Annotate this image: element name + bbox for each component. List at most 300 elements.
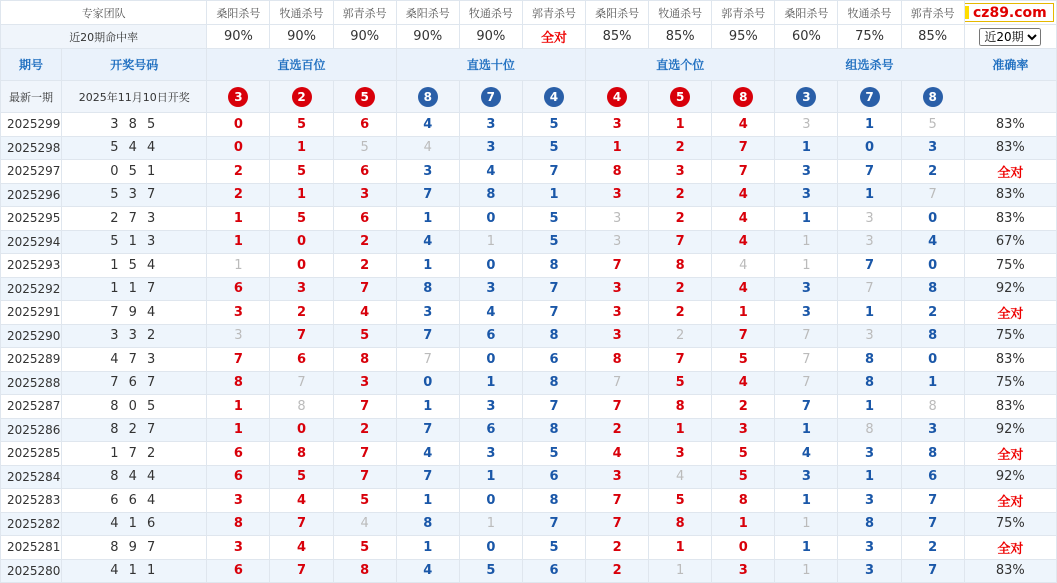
kill-number: 2 bbox=[270, 301, 333, 325]
kill-number: 7 bbox=[586, 254, 649, 278]
kill-number: 3 bbox=[586, 113, 649, 137]
table-row bbox=[1, 418, 1057, 442]
kill-number: 4 bbox=[459, 160, 522, 184]
kill-number: 5 bbox=[712, 465, 775, 489]
kill-number: 5 bbox=[333, 324, 396, 348]
table-row bbox=[1, 183, 1057, 207]
kill-number: 2 bbox=[333, 418, 396, 442]
kill-number: 7 bbox=[838, 254, 901, 278]
kill-number: 7 bbox=[712, 160, 775, 184]
kill-number: 4 bbox=[712, 207, 775, 231]
kill-number: 3 bbox=[459, 113, 522, 137]
kill-number: 1 bbox=[459, 371, 522, 395]
kill-number: 1 bbox=[649, 536, 712, 560]
kill-number: 3 bbox=[775, 183, 838, 207]
kill-number: 8 bbox=[712, 489, 775, 513]
accuracy-value: 83% bbox=[964, 395, 1056, 419]
kill-number: 4 bbox=[270, 536, 333, 560]
kill-number: 6 bbox=[459, 418, 522, 442]
kill-number: 7 bbox=[838, 277, 901, 301]
kill-number: 4 bbox=[396, 442, 459, 466]
kill-number: 6 bbox=[901, 465, 964, 489]
kill-number: 7 bbox=[333, 395, 396, 419]
draw-numbers: 8 4 4 bbox=[62, 465, 207, 489]
kill-number: 6 bbox=[207, 465, 270, 489]
latest-ball-cell bbox=[649, 81, 712, 113]
kill-number: 1 bbox=[207, 395, 270, 419]
kill-number: 8 bbox=[901, 324, 964, 348]
hit-rate: 90% bbox=[270, 25, 333, 49]
kill-number: 3 bbox=[838, 489, 901, 513]
draw-numbers: 3 3 2 bbox=[62, 324, 207, 348]
kill-number: 0 bbox=[459, 254, 522, 278]
kill-number: 3 bbox=[838, 324, 901, 348]
kill-number: 0 bbox=[207, 136, 270, 160]
expert-name: 桑阳杀号 bbox=[207, 1, 270, 25]
kill-number: 0 bbox=[459, 536, 522, 560]
draw-numbers: 5 4 4 bbox=[62, 136, 207, 160]
kill-number: 5 bbox=[522, 536, 585, 560]
kill-number: 3 bbox=[586, 183, 649, 207]
kill-number: 5 bbox=[522, 442, 585, 466]
kill-number: 5 bbox=[712, 348, 775, 372]
kill-number: 8 bbox=[207, 512, 270, 536]
kill-number: 2 bbox=[207, 183, 270, 207]
kill-number: 3 bbox=[396, 160, 459, 184]
kill-number: 0 bbox=[459, 348, 522, 372]
kill-number: 0 bbox=[396, 371, 459, 395]
kill-number: 3 bbox=[649, 160, 712, 184]
kill-number: 1 bbox=[775, 489, 838, 513]
kill-number: 6 bbox=[207, 559, 270, 583]
kill-number: 3 bbox=[775, 113, 838, 137]
kill-number: 0 bbox=[901, 207, 964, 231]
kill-number: 7 bbox=[775, 371, 838, 395]
kill-number: 0 bbox=[459, 207, 522, 231]
accuracy-value: 全对 bbox=[964, 160, 1056, 184]
kill-number: 2 bbox=[901, 160, 964, 184]
draw-numbers: 5 1 3 bbox=[62, 230, 207, 254]
draw-numbers: 8 0 5 bbox=[62, 395, 207, 419]
kill-number: 0 bbox=[207, 113, 270, 137]
kill-number: 7 bbox=[775, 348, 838, 372]
kill-number: 2 bbox=[586, 418, 649, 442]
draw-numbers: 4 1 6 bbox=[62, 512, 207, 536]
number-ball: 8 bbox=[923, 87, 943, 107]
expert-name: 郭青杀号 bbox=[712, 1, 775, 25]
kill-number: 2 bbox=[649, 324, 712, 348]
kill-number: 6 bbox=[270, 348, 333, 372]
kill-number: 7 bbox=[586, 489, 649, 513]
number-ball: 5 bbox=[670, 87, 690, 107]
kill-number: 7 bbox=[586, 395, 649, 419]
kill-number: 8 bbox=[270, 395, 333, 419]
kill-number: 2 bbox=[586, 536, 649, 560]
kill-number: 5 bbox=[522, 113, 585, 137]
kill-number: 4 bbox=[649, 465, 712, 489]
kill-number: 7 bbox=[396, 418, 459, 442]
kill-number: 1 bbox=[396, 207, 459, 231]
kill-number: 7 bbox=[901, 559, 964, 583]
kill-number: 4 bbox=[396, 113, 459, 137]
latest-ball-cell bbox=[712, 81, 775, 113]
kill-number: 1 bbox=[775, 559, 838, 583]
kill-number: 4 bbox=[712, 254, 775, 278]
table-row bbox=[1, 277, 1057, 301]
issue-number: 2025283 bbox=[1, 489, 62, 513]
kill-number: 4 bbox=[333, 512, 396, 536]
latest-label: 最新一期 bbox=[1, 81, 62, 113]
logo-square-icon bbox=[964, 6, 969, 19]
kill-number: 1 bbox=[775, 207, 838, 231]
expert-name: 牧通杀号 bbox=[649, 1, 712, 25]
latest-ball-cell bbox=[586, 81, 649, 113]
table-row bbox=[1, 489, 1057, 513]
kill-number: 3 bbox=[838, 559, 901, 583]
kill-number: 5 bbox=[649, 371, 712, 395]
col-accuracy: 准确率 bbox=[964, 49, 1056, 81]
kill-number: 3 bbox=[838, 230, 901, 254]
site-logo[interactable] bbox=[964, 3, 1054, 22]
issue-number: 2025280 bbox=[1, 559, 62, 583]
kill-number: 1 bbox=[775, 254, 838, 278]
kill-number: 1 bbox=[207, 418, 270, 442]
kill-number: 1 bbox=[775, 536, 838, 560]
kill-number: 5 bbox=[522, 136, 585, 160]
kill-number: 7 bbox=[522, 512, 585, 536]
latest-ball-cell bbox=[459, 81, 522, 113]
kill-number: 4 bbox=[396, 230, 459, 254]
draw-numbers: 7 6 7 bbox=[62, 371, 207, 395]
kill-number: 8 bbox=[522, 489, 585, 513]
kill-number: 8 bbox=[901, 395, 964, 419]
kill-number: 7 bbox=[270, 559, 333, 583]
table-row bbox=[1, 465, 1057, 489]
kill-number: 8 bbox=[270, 442, 333, 466]
kill-number: 1 bbox=[838, 183, 901, 207]
kill-number: 0 bbox=[901, 348, 964, 372]
kill-number: 7 bbox=[270, 324, 333, 348]
kill-number: 7 bbox=[838, 160, 901, 184]
kill-number: 3 bbox=[207, 489, 270, 513]
logo-text: cz89.com bbox=[973, 4, 1047, 21]
kill-number: 8 bbox=[333, 559, 396, 583]
kill-number: 2 bbox=[649, 136, 712, 160]
kill-number: 7 bbox=[333, 465, 396, 489]
kill-number: 3 bbox=[586, 207, 649, 231]
kill-number: 3 bbox=[649, 442, 712, 466]
number-ball: 8 bbox=[418, 87, 438, 107]
accuracy-value: 92% bbox=[964, 277, 1056, 301]
kill-number: 4 bbox=[901, 230, 964, 254]
issue-number: 2025288 bbox=[1, 371, 62, 395]
kill-number: 8 bbox=[901, 442, 964, 466]
kill-number: 4 bbox=[712, 371, 775, 395]
kill-number: 0 bbox=[270, 230, 333, 254]
col-draw: 开奖号码 bbox=[62, 49, 207, 81]
kill-number: 3 bbox=[333, 371, 396, 395]
kill-number: 3 bbox=[207, 301, 270, 325]
kill-number: 8 bbox=[396, 512, 459, 536]
issue-number: 2025296 bbox=[1, 183, 62, 207]
kill-number: 3 bbox=[333, 183, 396, 207]
kill-number: 1 bbox=[838, 465, 901, 489]
draw-numbers: 8 9 7 bbox=[62, 536, 207, 560]
kill-number: 3 bbox=[838, 207, 901, 231]
kill-number: 6 bbox=[207, 277, 270, 301]
issue-number: 2025287 bbox=[1, 395, 62, 419]
expert-name: 郭青杀号 bbox=[522, 1, 585, 25]
kill-number: 3 bbox=[270, 277, 333, 301]
issue-number: 2025286 bbox=[1, 418, 62, 442]
logo-cell bbox=[964, 1, 1056, 25]
kill-number: 1 bbox=[712, 512, 775, 536]
expert-name: 牧通杀号 bbox=[270, 1, 333, 25]
kill-number: 1 bbox=[396, 254, 459, 278]
rate-label: 近20期命中率 bbox=[1, 25, 207, 49]
latest-ball-cell bbox=[207, 81, 270, 113]
kill-number: 7 bbox=[522, 160, 585, 184]
kill-number: 1 bbox=[459, 230, 522, 254]
kill-number: 8 bbox=[522, 418, 585, 442]
kill-number: 1 bbox=[396, 536, 459, 560]
draw-numbers: 8 2 7 bbox=[62, 418, 207, 442]
kill-number: 2 bbox=[649, 277, 712, 301]
kill-number: 8 bbox=[522, 371, 585, 395]
kill-number: 5 bbox=[333, 136, 396, 160]
kill-number: 2 bbox=[649, 207, 712, 231]
draw-numbers: 1 7 2 bbox=[62, 442, 207, 466]
hit-rate: 90% bbox=[333, 25, 396, 49]
latest-date: 2025年11月10日开奖 bbox=[62, 81, 207, 113]
kill-number: 3 bbox=[396, 301, 459, 325]
kill-number: 5 bbox=[901, 113, 964, 137]
issue-number: 2025292 bbox=[1, 277, 62, 301]
accuracy-value: 83% bbox=[964, 183, 1056, 207]
kill-number: 7 bbox=[522, 301, 585, 325]
table-row bbox=[1, 512, 1057, 536]
kill-number: 3 bbox=[901, 136, 964, 160]
kill-number: 6 bbox=[333, 113, 396, 137]
kill-number: 0 bbox=[901, 254, 964, 278]
accuracy-value: 83% bbox=[964, 136, 1056, 160]
accuracy-value: 全对 bbox=[964, 301, 1056, 325]
issue-number: 2025285 bbox=[1, 442, 62, 466]
kill-number: 8 bbox=[838, 512, 901, 536]
kill-number: 7 bbox=[522, 395, 585, 419]
accuracy-value: 83% bbox=[964, 559, 1056, 583]
kill-number: 5 bbox=[270, 113, 333, 137]
kill-number: 1 bbox=[712, 301, 775, 325]
kill-number: 2 bbox=[649, 301, 712, 325]
kill-number: 1 bbox=[207, 230, 270, 254]
hit-rate: 85% bbox=[586, 25, 649, 49]
hit-rate: 全对 bbox=[522, 25, 585, 49]
accuracy-value: 全对 bbox=[964, 442, 1056, 466]
kill-number: 8 bbox=[522, 324, 585, 348]
kill-number: 7 bbox=[712, 324, 775, 348]
kill-number: 3 bbox=[459, 136, 522, 160]
latest-row bbox=[1, 81, 1057, 113]
issue-number: 2025293 bbox=[1, 254, 62, 278]
kill-number: 0 bbox=[838, 136, 901, 160]
number-ball: 3 bbox=[228, 87, 248, 107]
table-row bbox=[1, 230, 1057, 254]
expert-name: 桑阳杀号 bbox=[775, 1, 838, 25]
kill-number: 5 bbox=[649, 489, 712, 513]
kill-number: 7 bbox=[649, 348, 712, 372]
hit-rate: 95% bbox=[712, 25, 775, 49]
kill-number: 1 bbox=[775, 230, 838, 254]
kill-number: 8 bbox=[649, 254, 712, 278]
hit-rate-row bbox=[1, 25, 1057, 49]
kill-number: 7 bbox=[586, 512, 649, 536]
kill-number: 1 bbox=[901, 371, 964, 395]
latest-ball-cell bbox=[333, 81, 396, 113]
kill-number: 8 bbox=[333, 348, 396, 372]
kill-number: 5 bbox=[270, 160, 333, 184]
issue-number: 2025295 bbox=[1, 207, 62, 231]
kill-number: 1 bbox=[838, 113, 901, 137]
kill-number: 1 bbox=[459, 512, 522, 536]
kill-number: 8 bbox=[649, 395, 712, 419]
number-ball: 3 bbox=[796, 87, 816, 107]
accuracy-value: 全对 bbox=[964, 536, 1056, 560]
number-ball: 5 bbox=[355, 87, 375, 107]
kill-number: 6 bbox=[522, 559, 585, 583]
issue-number: 2025284 bbox=[1, 465, 62, 489]
latest-ball-cell bbox=[522, 81, 585, 113]
draw-numbers: 5 3 7 bbox=[62, 183, 207, 207]
kill-number: 6 bbox=[522, 465, 585, 489]
latest-ball-cell bbox=[396, 81, 459, 113]
kill-number: 3 bbox=[775, 160, 838, 184]
kill-number: 7 bbox=[522, 277, 585, 301]
kill-number: 8 bbox=[396, 277, 459, 301]
kill-number: 8 bbox=[649, 512, 712, 536]
kill-number: 1 bbox=[649, 559, 712, 583]
kill-number: 5 bbox=[270, 207, 333, 231]
draw-numbers: 3 8 5 bbox=[62, 113, 207, 137]
kill-number: 3 bbox=[775, 277, 838, 301]
kill-number: 5 bbox=[270, 465, 333, 489]
kill-number: 7 bbox=[396, 183, 459, 207]
kill-number: 1 bbox=[775, 136, 838, 160]
draw-numbers: 4 7 3 bbox=[62, 348, 207, 372]
issue-number: 2025290 bbox=[1, 324, 62, 348]
accuracy-value: 67% bbox=[964, 230, 1056, 254]
kill-number: 1 bbox=[649, 113, 712, 137]
kill-number: 6 bbox=[522, 348, 585, 372]
hit-rate: 60% bbox=[775, 25, 838, 49]
kill-number: 8 bbox=[522, 254, 585, 278]
table-row bbox=[1, 536, 1057, 560]
kill-number: 3 bbox=[838, 442, 901, 466]
kill-number: 1 bbox=[396, 395, 459, 419]
hit-rate: 90% bbox=[207, 25, 270, 49]
issue-number: 2025299 bbox=[1, 113, 62, 137]
kill-number: 2 bbox=[649, 183, 712, 207]
kill-number: 1 bbox=[586, 136, 649, 160]
kill-number: 4 bbox=[333, 301, 396, 325]
draw-numbers: 4 1 1 bbox=[62, 559, 207, 583]
kill-number: 3 bbox=[586, 301, 649, 325]
kill-number: 1 bbox=[838, 395, 901, 419]
kill-number: 3 bbox=[586, 324, 649, 348]
kill-number: 1 bbox=[459, 465, 522, 489]
table-row bbox=[1, 113, 1057, 137]
kill-number: 5 bbox=[712, 442, 775, 466]
hit-rate: 90% bbox=[396, 25, 459, 49]
kill-number: 3 bbox=[901, 418, 964, 442]
table-row bbox=[1, 395, 1057, 419]
period-select[interactable] bbox=[979, 28, 1041, 46]
kill-number: 8 bbox=[838, 418, 901, 442]
kill-number: 1 bbox=[522, 183, 585, 207]
kill-number: 4 bbox=[270, 489, 333, 513]
draw-numbers: 7 9 4 bbox=[62, 301, 207, 325]
accuracy-value: 83% bbox=[964, 207, 1056, 231]
team-label: 专家团队 bbox=[1, 1, 207, 25]
number-ball: 7 bbox=[481, 87, 501, 107]
issue-number: 2025291 bbox=[1, 301, 62, 325]
kill-number: 7 bbox=[207, 348, 270, 372]
kill-number: 2 bbox=[333, 230, 396, 254]
table-row bbox=[1, 559, 1057, 583]
kill-number: 7 bbox=[396, 324, 459, 348]
kill-number: 1 bbox=[270, 183, 333, 207]
table-row bbox=[1, 160, 1057, 184]
kill-number: 6 bbox=[207, 442, 270, 466]
period-select-cell bbox=[964, 25, 1056, 49]
accuracy-value: 83% bbox=[964, 348, 1056, 372]
kill-number: 5 bbox=[459, 559, 522, 583]
kill-number: 8 bbox=[459, 183, 522, 207]
kill-number: 3 bbox=[586, 277, 649, 301]
kill-number: 7 bbox=[270, 512, 333, 536]
col-group-units: 直选个位 bbox=[586, 49, 775, 81]
kill-number: 7 bbox=[333, 442, 396, 466]
kill-number: 1 bbox=[649, 418, 712, 442]
table-row bbox=[1, 254, 1057, 278]
kill-number: 4 bbox=[712, 113, 775, 137]
kill-number: 7 bbox=[396, 348, 459, 372]
accuracy-value: 92% bbox=[964, 465, 1056, 489]
kill-number: 0 bbox=[270, 254, 333, 278]
kill-number: 7 bbox=[775, 395, 838, 419]
kill-number: 7 bbox=[396, 465, 459, 489]
table-row bbox=[1, 301, 1057, 325]
kill-number: 1 bbox=[207, 207, 270, 231]
kill-number: 4 bbox=[712, 230, 775, 254]
kill-number: 8 bbox=[901, 277, 964, 301]
kill-number: 1 bbox=[775, 418, 838, 442]
kill-number: 5 bbox=[522, 230, 585, 254]
expert-name: 牧通杀号 bbox=[838, 1, 901, 25]
draw-numbers: 0 5 1 bbox=[62, 160, 207, 184]
table-row bbox=[1, 207, 1057, 231]
latest-ball-cell bbox=[270, 81, 333, 113]
kill-number: 7 bbox=[586, 371, 649, 395]
kill-number: 7 bbox=[775, 324, 838, 348]
kill-number: 2 bbox=[901, 536, 964, 560]
expert-name: 牧通杀号 bbox=[459, 1, 522, 25]
kill-number: 4 bbox=[586, 442, 649, 466]
kill-number: 0 bbox=[712, 536, 775, 560]
kill-number: 3 bbox=[712, 418, 775, 442]
kill-number: 0 bbox=[459, 489, 522, 513]
kill-number: 4 bbox=[396, 136, 459, 160]
